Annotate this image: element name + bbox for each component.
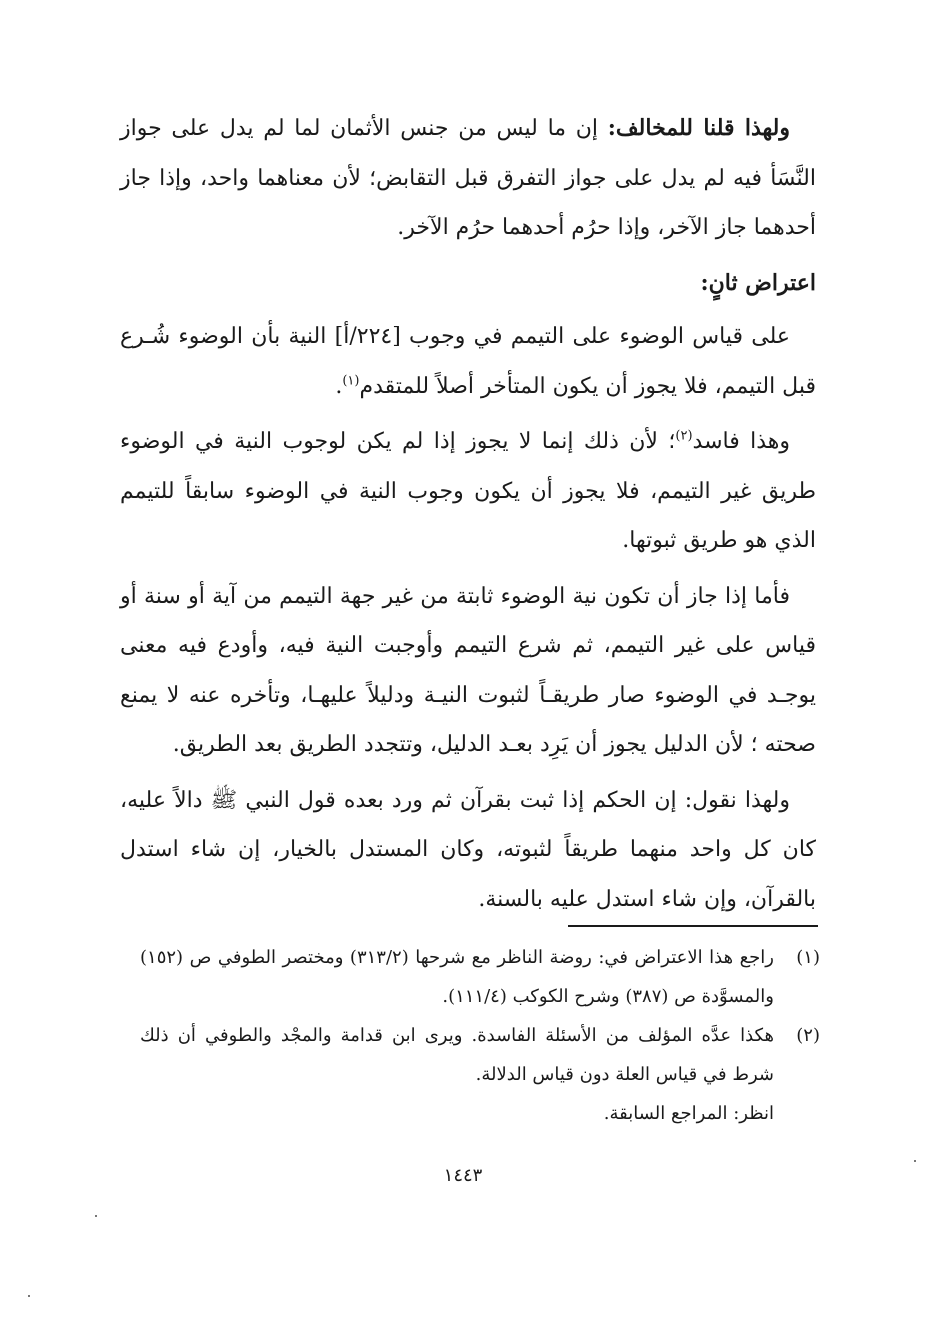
paragraph-3-text: وهذا فاسد [692, 429, 790, 454]
scan-speck [95, 1215, 97, 1217]
footnote-number: (١) [796, 947, 820, 968]
paragraph-1 [120, 104, 816, 253]
footnote-ref-2: (٢) [675, 428, 693, 444]
main-text [120, 104, 816, 930]
footnote-ref-1: (١) [342, 373, 360, 389]
footnote-text: انظر: المراجع السابقة. [603, 1103, 774, 1124]
page-number: ١٤٤٣ [443, 1165, 483, 1186]
footnote-text: راجع هذا الاعتراض في: روضة الناظر مع شرحها (٣١٣/٢) ومختصر الطوفي ص (١٥٢) والمسوَّدة ص (٣٨٧) وشرح الكوكب (١١١/٤). [140, 947, 774, 1007]
paragraph-1-lead: ولهذا قلنا للمخالف: [607, 115, 791, 141]
footnote-body [140, 1016, 774, 1133]
section-heading: اعتراض ثانٍ: [700, 269, 816, 296]
footnotes [140, 938, 820, 1133]
paragraph-2-text: على قياس الوضوء على التيمم في وجوب [٢٢٤/أ] النية بأن الوضوء شُـرع قبل التيمم، فلا يجوز أن يكون المتأخر أصلاً للمتقدم [120, 324, 816, 399]
paragraph-4: فأما إذا جاز أن تكون نية الوضوء ثابتة من غير جهة التيمم من آية أو سنة أو قياس على غير التيمم، ثم شرع التيمم وأوجبت النية فيه، وأودع فيه معنى يوجـد في الوضوء صار طريقـاً لثبوت النيـة ودليلاً عليهـا، وتأخره عنه لا يمنع صحته ؛ لأن الدليل يجوز أن يَرِد بعـد الدليل، وتتجدد الطريق بعد الطريق. [120, 583, 816, 757]
footnote-1 [140, 938, 820, 1016]
paragraph-2-end: . [335, 373, 343, 399]
scan-speck [914, 1160, 916, 1162]
footnote-body [140, 938, 774, 1016]
paragraph-5: ولهذا نقول: إن الحكم إذا ثبت بقرآن ثم ورد بعده قول النبي ﷺ دالاً عليه، كان كل واحد منهما طريقاً لثبوته، وكان المستدل بالخيار، إن شاء استدل بالقرآن، وإن شاء استدل عليه بالسنة. [120, 787, 816, 912]
paragraph-3-rest: ؛ لأن ذلك إنما لا يجوز إذا لم يكن لوجوب النية في الوضوء طريق غير التيمم، فلا يجوز أن يكون وجوب النية في الوضوء سابقاً للتيمم الذي هو طريق ثبوتها. [120, 429, 816, 553]
footnote-text: هكذا عدَّه المؤلف من الأسئلة الفاسدة. ويرى ابن قدامة والمجْد والطوفي أن ذلك شرط في قياس العلة دون قياس الدلالة. [140, 1025, 774, 1085]
footnote-separator [568, 925, 818, 927]
paragraph-1-text: إن ما ليس من جنس الأثمان لما لم يدل على جواز النَّسَأ فيه لم يدل على جواز التفرق قبل التقابض؛ لأن معناهما واحد، وإذا جاز أحدهما جاز الآخر، وإذا حرُم أحدهما حرُم الآخر. [120, 116, 816, 240]
scan-speck [28, 1295, 30, 1297]
paragraph-2 [120, 312, 816, 411]
footnote-number: (٢) [796, 1025, 820, 1046]
footnote-2 [140, 1016, 820, 1133]
paragraph-3 [120, 417, 816, 566]
